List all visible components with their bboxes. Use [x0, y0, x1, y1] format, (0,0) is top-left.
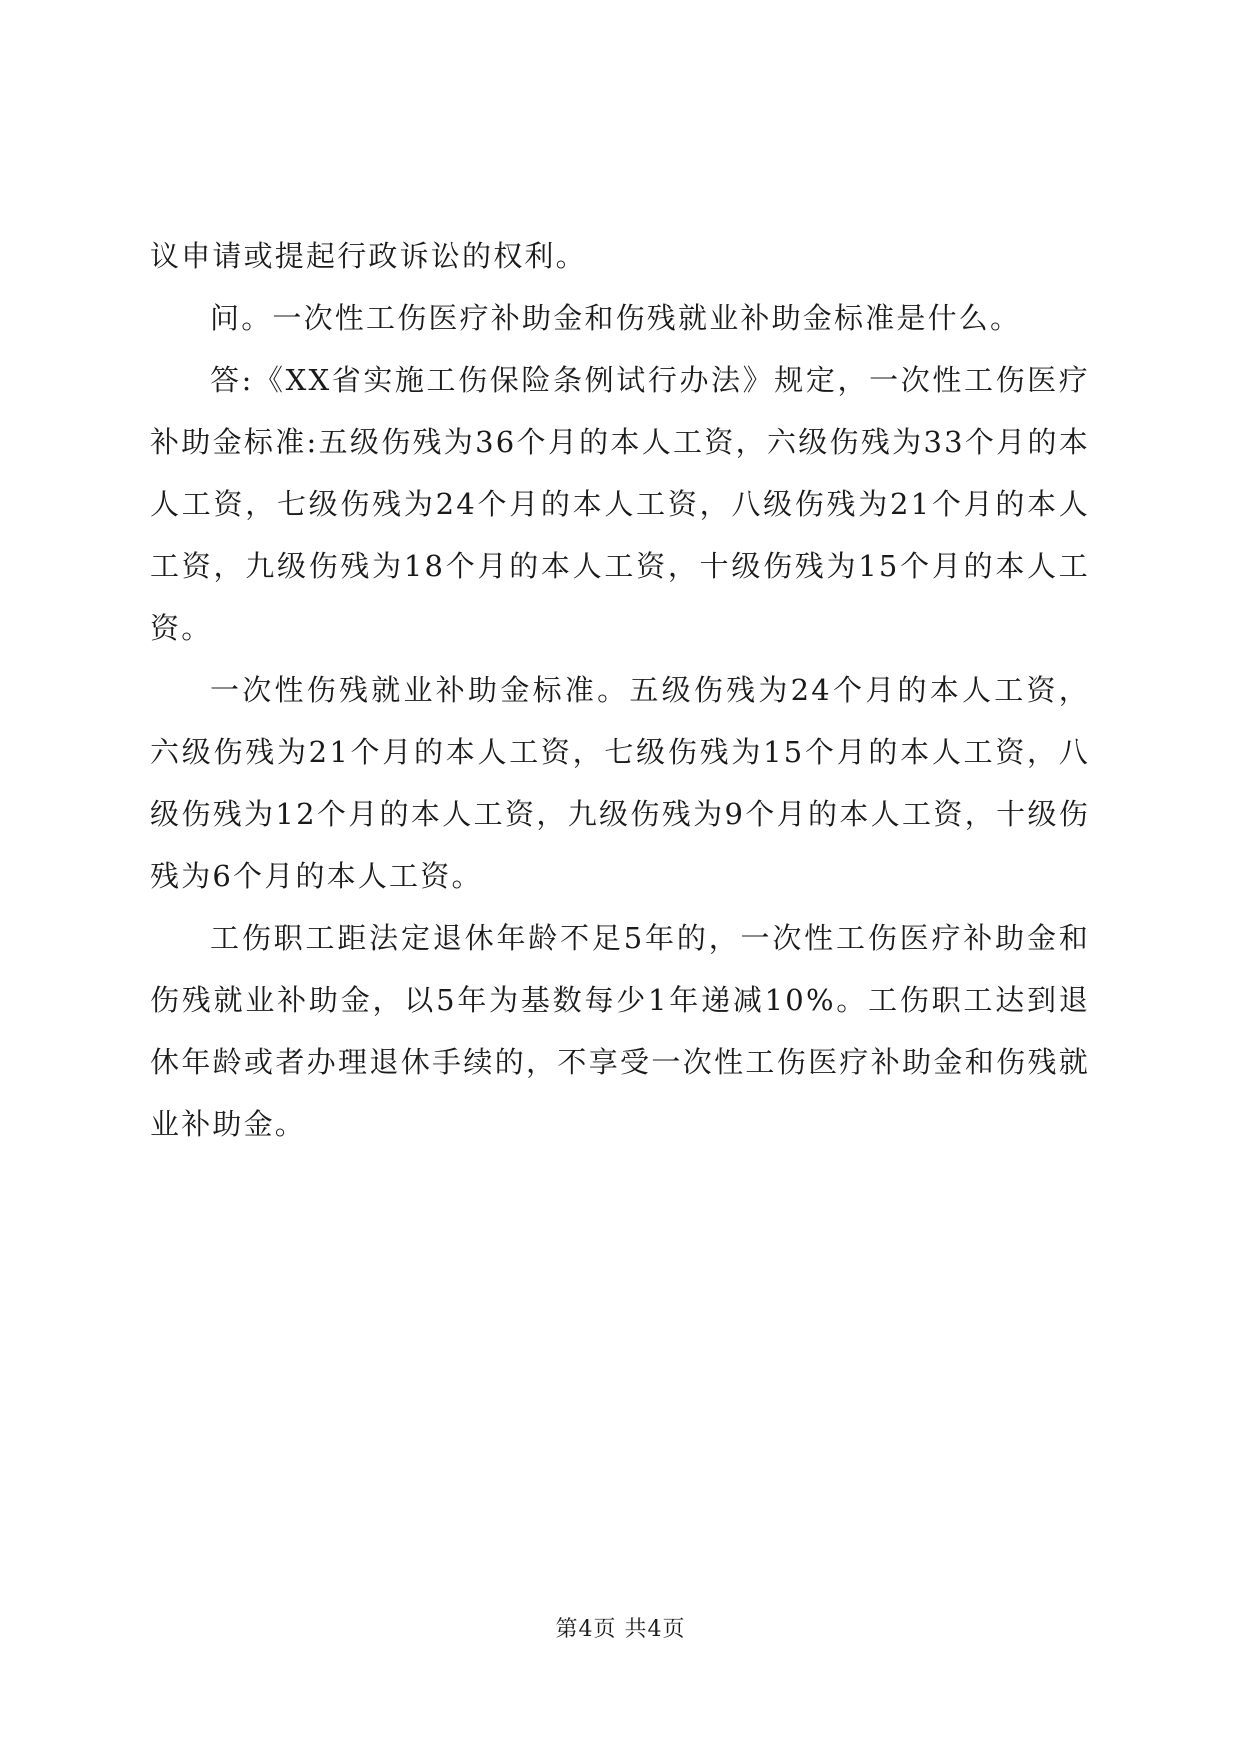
- paragraph-5: 工伤职工距法定退休年龄不足5年的，一次性工伤医疗补助金和伤残就业补助金，以5年为基数每少1年递减10%。工伤职工达到退休年龄或者办理退休手续的，不享受一次性工伤医疗补助金和伤残就业补助金。: [150, 921, 1090, 1141]
- paragraph-3: 答:《XX省实施工伤保险条例试行办法》规定，一次性工伤医疗补助金标准:五级伤残为36个月的本人工资，六级伤残为33个月的本人工资，七级伤残为24个月的本人工资，八级伤残为21个月的本人工资，九级伤残为18个月的本人工资，十级伤残为15个月的本人工资。: [150, 363, 1090, 645]
- paragraph-4: 一次性伤残就业补助金标准。五级伤残为24个月的本人工资，六级伤残为21个月的本人工资，七级伤残为15个月的本人工资，八级伤残为12个月的本人工资，九级伤残为9个月的本人工资，十级伤残为6个月的本人工资。: [150, 673, 1090, 893]
- page-footer: 第4页 共4页: [555, 1617, 686, 1642]
- paragraph-2: 问。一次性工伤医疗补助金和伤残就业补助金标准是什么。: [210, 301, 1022, 335]
- paragraph-1: 议申请或提起行政诉讼的权利。: [150, 239, 587, 273]
- document-body: [150, 225, 1090, 1155]
